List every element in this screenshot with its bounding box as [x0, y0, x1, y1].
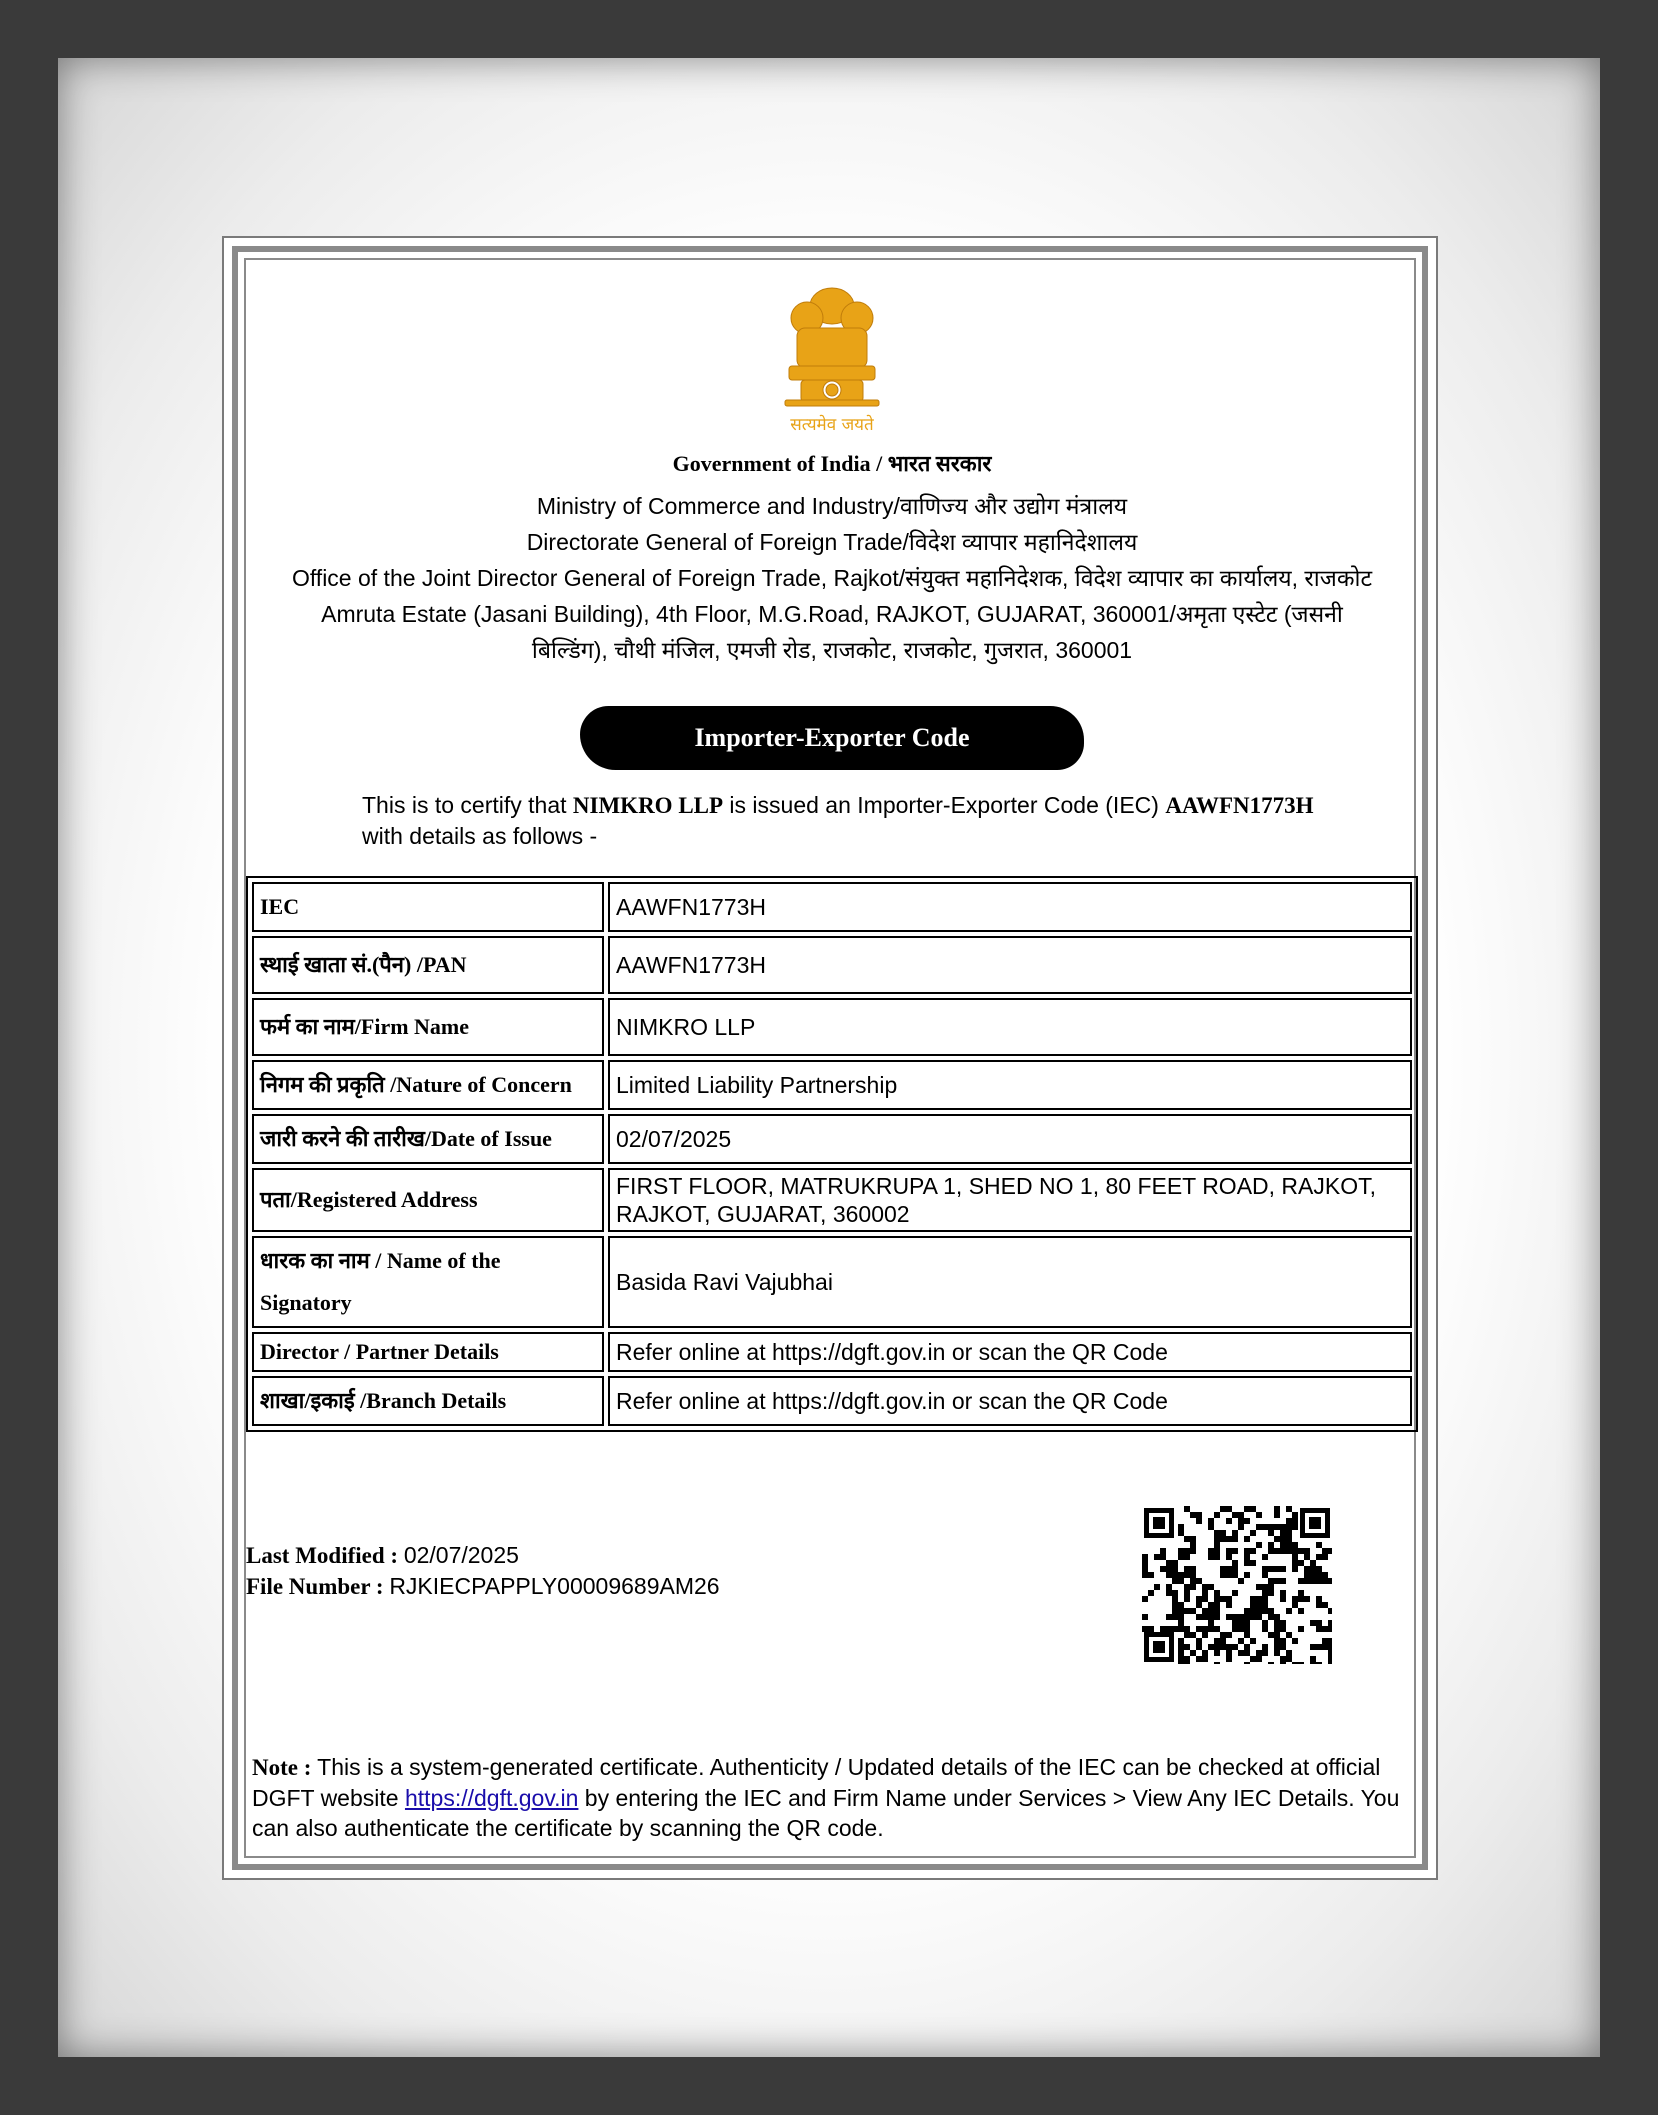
table-row — [252, 1376, 1412, 1426]
last-modified — [246, 1540, 720, 1571]
table-row — [252, 1168, 1412, 1232]
certify-iec: AAWFN1773H — [1165, 793, 1314, 818]
certify-suffix: with details as follows - — [362, 823, 598, 849]
note-text-2: by entering the IEC and Firm Name under Services > View Any IEC Details. You can also authenticate the certificate by scanning the QR code. — [252, 1785, 1400, 1841]
row-label: स्थाई खाता सं.(पैन) /PAN — [252, 936, 604, 994]
note-text-1: This is a system-generated certificate. Authenticity / Updated details of the IEC can be checked at official DGFT website — [252, 1754, 1381, 1811]
certificate-meta — [246, 1540, 720, 1602]
qr-code-icon — [1142, 1506, 1332, 1664]
table-row — [252, 998, 1412, 1056]
row-value: 02/07/2025 — [608, 1114, 1412, 1164]
iec-certificate — [222, 236, 1438, 1880]
row-label: शाखा/इकाई /Branch Details — [252, 1376, 604, 1426]
row-label: IEC — [252, 882, 604, 932]
file-number-label: File Number : — [246, 1574, 390, 1599]
file-number — [246, 1571, 720, 1602]
last-modified-value: 02/07/2025 — [403, 1542, 519, 1568]
government-title: Government of India / भारत सरकार — [672, 451, 992, 476]
file-number-value: RJKIECPAPPLY00009689AM26 — [389, 1573, 720, 1599]
office-line: Office of the Joint Director General of Foreign Trade, Rajkot/संयुक्त महानिदेशक, विदेश व्यापार का कार्यालय, राजकोट — [291, 565, 1373, 591]
row-value: Limited Liability Partnership — [608, 1060, 1412, 1110]
certify-middle: is issued an Importer-Exporter Code (IEC) — [723, 792, 1166, 818]
details-table — [246, 876, 1418, 1432]
table-row — [252, 936, 1412, 994]
address-line-1: Amruta Estate (Jasani Building), 4th Floor, M.G.Road, RAJKOT, GUJARAT, 360001/अमृता एस्टेट (जसनी — [321, 601, 1343, 627]
certify-statement — [362, 790, 1322, 851]
directorate-line: Directorate General of Foreign Trade/विदेश व्यापार महानिदेशालय — [526, 529, 1138, 555]
row-value: Refer online at https://dgft.gov.in or scan the QR Code — [608, 1332, 1412, 1372]
row-value: FIRST FLOOR, MATRUKRUPA 1, SHED NO 1, 80 FEET ROAD, RAJKOT, RAJKOT, GUJARAT, 360002 — [608, 1168, 1412, 1232]
row-label: जारी करने की तारीख/Date of Issue — [252, 1114, 604, 1164]
table-row — [252, 1060, 1412, 1110]
certify-prefix: This is to certify that — [362, 792, 573, 818]
national-emblem-icon — [767, 284, 897, 434]
row-label: धारक का नाम / Name of the Signatory — [252, 1236, 604, 1328]
row-value: AAWFN1773H — [608, 936, 1412, 994]
row-label: पता/Registered Address — [252, 1168, 604, 1232]
address-line-2: बिल्डिंग), चौथी मंजिल, एमजी रोड, राजकोट, राजकोट, गुजरात, 360001 — [531, 637, 1133, 663]
row-label: फर्म का नाम/Firm Name — [252, 998, 604, 1056]
row-label: Director / Partner Details — [252, 1332, 604, 1372]
last-modified-label: Last Modified : — [246, 1543, 404, 1568]
table-row — [252, 1332, 1412, 1372]
ministry-line: Ministry of Commerce and Industry/वाणिज्य और उद्योग मंत्रालय — [536, 493, 1128, 519]
row-value: Basida Ravi Vajubhai — [608, 1236, 1412, 1328]
iec-banner: Importer-Exporter Code — [580, 706, 1084, 770]
table-row — [252, 882, 1412, 932]
row-value: NIMKRO LLP — [608, 998, 1412, 1056]
dgft-link[interactable]: https://dgft.gov.in — [404, 1785, 579, 1811]
emblem-motto: सत्यमेव जयते — [790, 415, 874, 434]
note-label: Note : — [252, 1755, 318, 1780]
table-row — [252, 1114, 1412, 1164]
table-row — [252, 1236, 1412, 1328]
row-label: निगम की प्रकृति /Nature of Concern — [252, 1060, 604, 1110]
certify-firm: NIMKRO LLP — [572, 793, 724, 818]
row-value: Refer online at https://dgft.gov.in or scan the QR Code — [608, 1376, 1412, 1426]
row-value: AAWFN1773H — [608, 882, 1412, 932]
note — [252, 1752, 1412, 1843]
